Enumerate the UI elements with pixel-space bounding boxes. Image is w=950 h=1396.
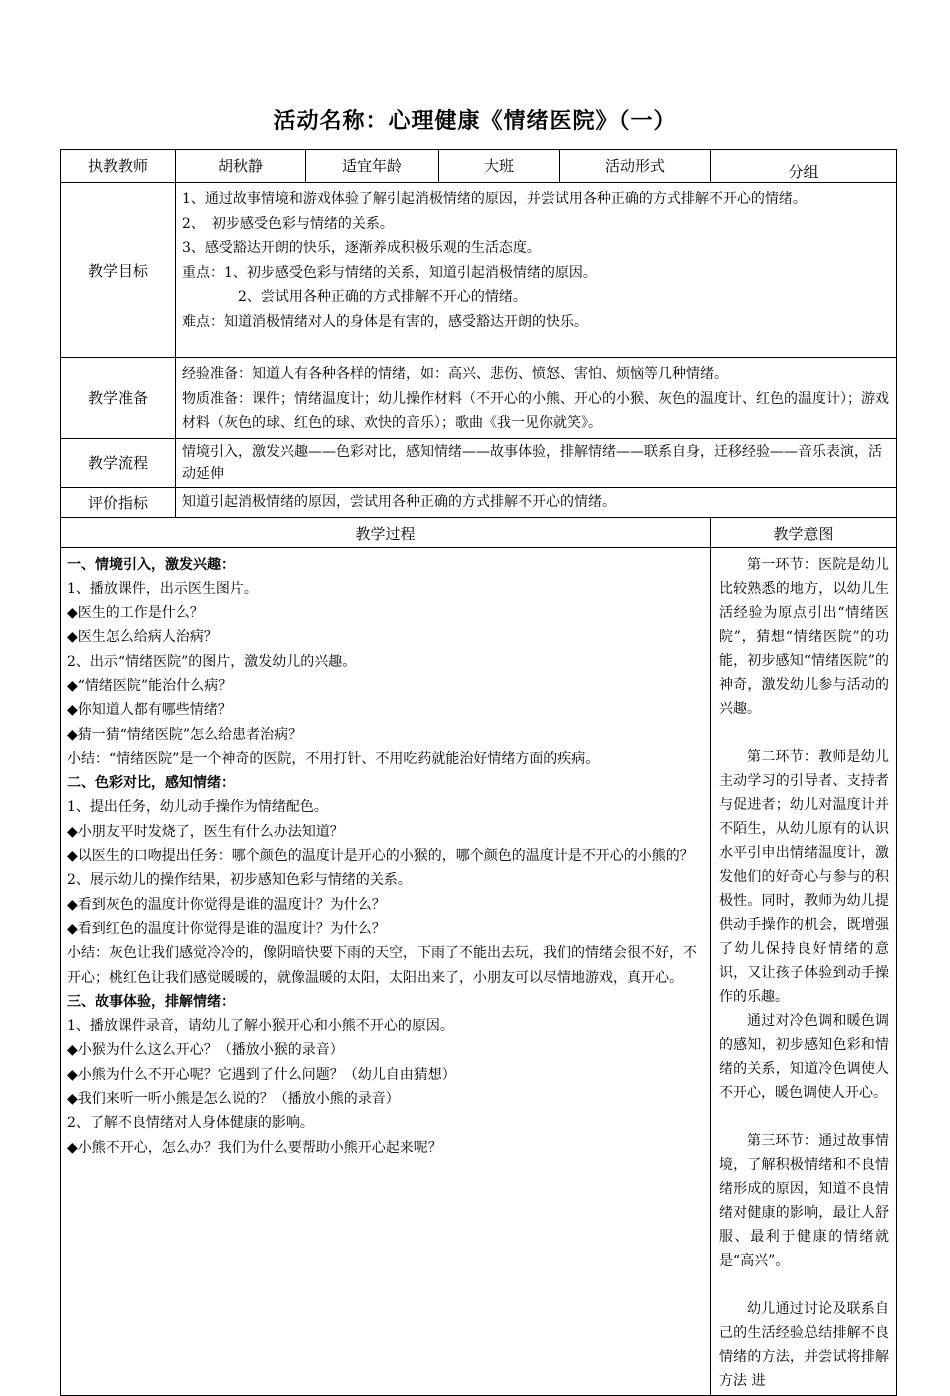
difficulty-line: 难点：知道消极情绪对人的身体是有害的，感受豁达开朗的快乐。: [182, 313, 588, 330]
process-line: ◆看到灰色的温度计你觉得是谁的温度计？为什么？: [67, 896, 386, 913]
summary-line: 小结：灰色让我们感觉冷冷的，像阴暗快要下雨的天空，下雨了不能出去玩，我们的情绪会很不好，不开心；桃红色让我们感觉暖暖的，就像温暖的太阳，太阳出来了，小朋友可以尽情地游戏，真开心。: [67, 945, 697, 986]
eval-content: [176, 487, 897, 517]
process-line: 2、出示“情绪医院”的图片，激发幼儿的兴趣。: [67, 653, 357, 670]
teacher-value: 胡秋静: [176, 150, 306, 183]
page-title: 活动名称：心理健康《情绪医院》（一）: [273, 109, 677, 134]
process-line: ◆小熊不开心，怎么办？我们为什么要帮助小熊开心起来呢？: [67, 1139, 442, 1156]
eval-row: [61, 487, 897, 517]
process-line: ◆我们来听一听小熊是怎么说的？（播放小熊的录音）: [67, 1091, 400, 1108]
process-line: ◆“情绪医院”能治什么病？: [67, 677, 233, 694]
lesson-plan-table: [60, 149, 897, 1396]
process-line: 2、了解不良情绪对人身体健康的影响。: [67, 1115, 314, 1132]
flow-label: 教学流程: [61, 438, 176, 487]
intent-content: [711, 547, 897, 1395]
prep-label: 教学准备: [61, 358, 176, 439]
prep-line: 物质准备：课件；情绪温度计；幼儿操作材料（不开心的小熊、开心的小猴、灰色的温度计、红色的温度计）；游戏材料（灰色的球、红色的球、欢快的音乐）；歌曲《我一见你就笑》。: [182, 390, 889, 431]
prep-content: [176, 358, 897, 439]
intent-paragraph: 第二环节：教师是幼儿主动学习的引导者、支持者与促进者；幼儿对温度计并不陌生，从幼儿原有的认识水平引申出情绪温度计，激发他们的好奇心与参与的积极性。同时，教师为幼儿提供动手操作的机会，既增强了幼儿保持良好情绪的意识，又让孩子体验到动手操作的乐趣。: [719, 748, 889, 1005]
intent-paragraph: 第一环节：医院是幼儿比较熟悉的地方，以幼儿生活经验为原点引出“情绪医院”，猜想“情绪医院”的功能，初步感知“情绪医院”的神奇，激发幼儿参与活动的兴趣。: [719, 556, 889, 717]
process-row: [61, 547, 897, 1395]
process-line: ◆小猴为什么这么开心？（播放小猴的录音）: [67, 1042, 344, 1059]
process-line: ◆你知道人都有哪些情绪？: [67, 702, 232, 719]
eval-text: 知道引起消极情绪的原因，尝试用各种正确的方式排解不开心的情绪。: [182, 493, 616, 510]
age-label: 适宜年龄: [306, 150, 439, 183]
flow-row: [61, 438, 897, 487]
goals-label: 教学目标: [61, 183, 176, 358]
flow-text: 情境引入，激发兴趣——色彩对比，感知情绪——故事体验，排解情绪——联系自身，迁移经验——音乐表演，活动延伸: [182, 443, 882, 482]
process-line: ◆看到红色的温度计你觉得是谁的温度计？为什么？: [67, 920, 386, 937]
intent-paragraph: 通过对冷色调和暖色调的感知，初步感知色彩和情绪的关系，知道冷色调使人不开心，暖色调使人开心。: [719, 1012, 889, 1101]
process-line: 1、播放课件，出示医生图片。: [67, 580, 258, 597]
age-value: 大班: [439, 150, 560, 183]
process-line: ◆猜一猜“情绪医院”怎么给患者治病？: [67, 726, 303, 743]
process-line: ◆以医生的口吻提出任务：哪个颜色的温度计是开心的小猴的，哪个颜色的温度计是不开心的小熊的？: [67, 848, 694, 865]
form-value: 分组: [711, 150, 897, 183]
info-row: [61, 150, 897, 183]
key-point-line: 2、尝试用各种正确的方式排解不开心的情绪。: [238, 289, 527, 305]
process-line: ◆医生怎么给病人治病？: [67, 629, 218, 646]
intent-paragraph: 幼儿通过讨论及联系自己的生活经验总结排解不良情绪的方法，并尝试将排解方法 进: [719, 1300, 889, 1389]
form-label: 活动形式: [560, 150, 711, 183]
intent-header: 教学意图: [711, 517, 897, 547]
process-line: 1、提出任务，幼儿动手操作为情绪配色。: [67, 799, 328, 816]
goal-line: 1、通过故事情境和游戏体验了解引起消极情绪的原因，并尝试用各种正确的方式排解不开心的情绪。: [182, 191, 807, 207]
process-line: ◆小熊为什么不开心呢？它遇到了什么问题？（幼儿自由猜想）: [67, 1066, 456, 1083]
prep-line: 经验准备：知道人有各种各样的情绪，如：高兴、悲伤、愤怒、害怕、烦恼等几种情绪。: [182, 366, 728, 382]
eval-label: 评价指标: [61, 487, 176, 517]
section-heading: 二、色彩对比，感知情绪：: [67, 775, 235, 792]
key-point-line: 重点：1、初步感受色彩与情绪的关系，知道引起消极情绪的原因。: [182, 264, 597, 281]
intent-paragraph: 第三环节：通过故事情境，了解积极情绪和不良情绪形成的原因，知道不良情绪对健康的影响，最让人舒服、最利于健康的情绪就是“高兴”。: [719, 1132, 889, 1269]
process-line: 1、播放课件录音，请幼儿了解小猴开心和小熊不开心的原因。: [67, 1018, 454, 1035]
summary-line: 小结：“情绪医院”是一个神奇的医院，不用打针、不用吃药就能治好情绪方面的疾病。: [67, 750, 600, 767]
process-line: 2、展示幼儿的操作结果，初步感知色彩与情绪的关系。: [67, 872, 412, 889]
prep-row: [61, 358, 897, 439]
process-content: [61, 547, 711, 1395]
teacher-label: 执教教师: [61, 150, 176, 183]
goal-line: 2、 初步感受色彩与情绪的关系。: [182, 215, 394, 232]
section-heading: 一、情境引入，激发兴趣：: [67, 556, 235, 573]
goals-row: [61, 183, 897, 358]
goals-content: [176, 183, 897, 358]
flow-content: [176, 438, 897, 487]
process-line: ◆医生的工作是什么？: [67, 605, 204, 622]
section-heading: 三、故事体验，排解情绪：: [67, 993, 235, 1010]
section-header-row: [61, 517, 897, 547]
goal-line: 3、感受豁达开朗的快乐，逐渐养成积极乐观的生活态度。: [182, 240, 541, 256]
process-header: 教学过程: [61, 517, 711, 547]
process-line: ◆小朋友平时发烧了，医生有什么办法知道？: [67, 823, 344, 840]
